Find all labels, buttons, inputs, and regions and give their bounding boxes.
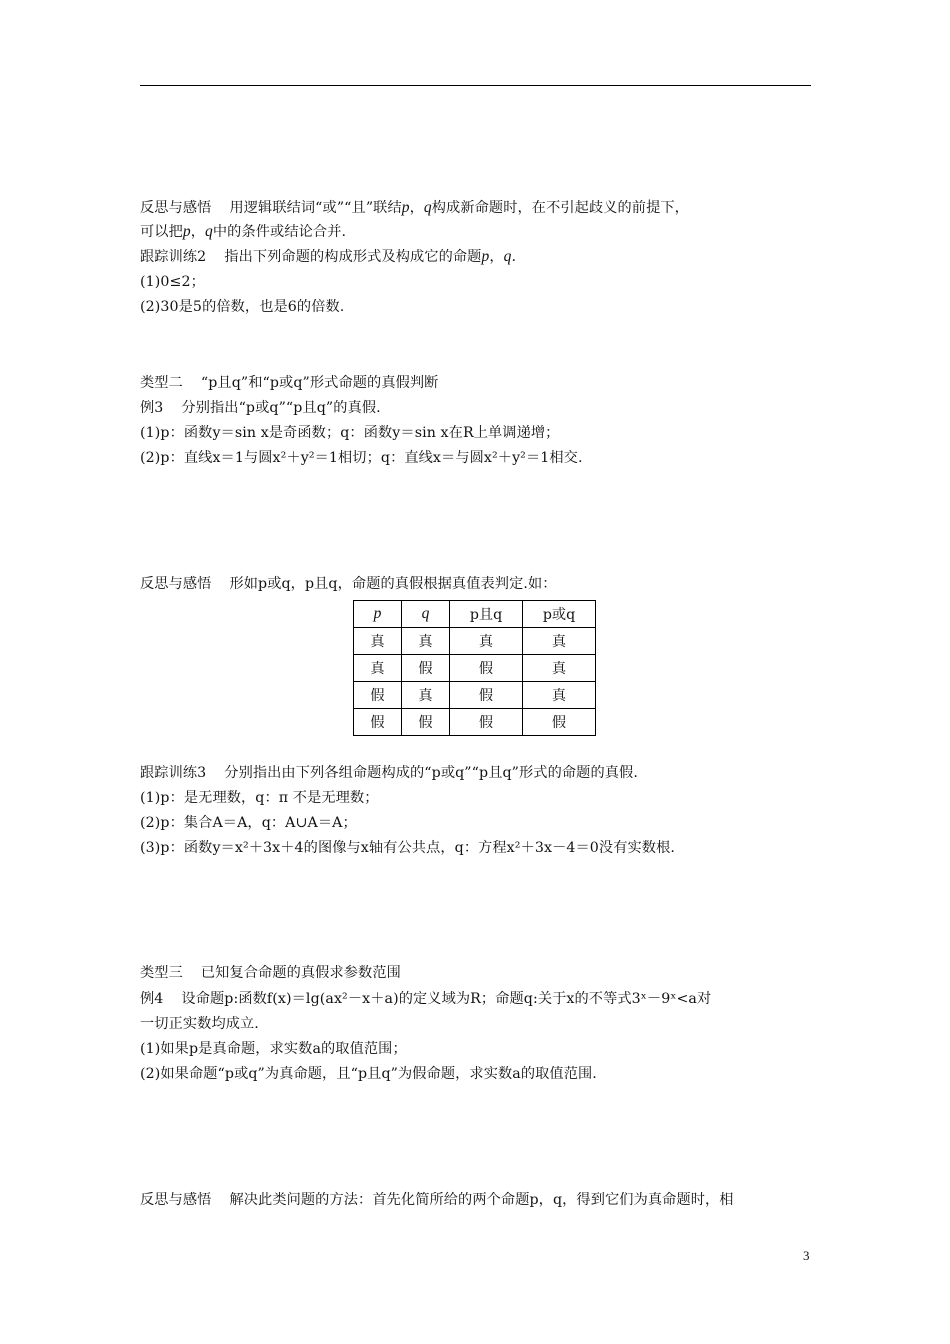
truth-table bbox=[353, 600, 596, 736]
practice-2-title: 跟踪训练2 指出下列命题的构成形式及构成它的命题p，q. bbox=[140, 248, 517, 265]
truth-table-row bbox=[354, 709, 596, 736]
truth-table-cell: 真 bbox=[354, 655, 402, 682]
truth-table-cell: 真 bbox=[523, 655, 596, 682]
truth-table-cell: 假 bbox=[354, 682, 402, 709]
truth-table-cell: 真 bbox=[354, 628, 402, 655]
practice-3-item-1: (1)p：是无理数，q：π 不是无理数； bbox=[140, 790, 379, 806]
truth-table-header-cell: p bbox=[354, 601, 402, 628]
reflection-2-line: 反思与感悟 形如p或q，p且q，命题的真假根据真值表判定.如： bbox=[140, 576, 557, 592]
truth-table-header-row bbox=[354, 601, 596, 628]
page-number: 3 bbox=[803, 1248, 810, 1263]
truth-table-cell: 假 bbox=[402, 709, 450, 736]
truth-table-header-cell: p或q bbox=[523, 601, 596, 628]
truth-table-cell: 假 bbox=[354, 709, 402, 736]
truth-table-row bbox=[354, 682, 596, 709]
header-rule bbox=[140, 85, 811, 86]
reflection-3-line: 反思与感悟 解决此类问题的方法：首先化简所给的两个命题p，q，得到它们为真命题时，相 bbox=[140, 1192, 734, 1208]
practice-3-title: 跟踪训练3 分别指出由下列各组命题构成的“p或q”“p且q”形式的命题的真假. bbox=[140, 765, 638, 781]
truth-table-cell: 真 bbox=[523, 682, 596, 709]
example-4-item-1: (1)如果p是真命题，求实数a的取值范围； bbox=[140, 1041, 407, 1057]
truth-table-row bbox=[354, 655, 596, 682]
truth-table-cell: 真 bbox=[523, 628, 596, 655]
truth-table-cell: 真 bbox=[450, 628, 523, 655]
truth-table-cell: 假 bbox=[450, 709, 523, 736]
example-4-item-2: (2)如果命题“p或q”为真命题，且“p且q”为假命题，求实数a的取值范围. bbox=[140, 1066, 597, 1082]
truth-table-header-cell: q bbox=[402, 601, 450, 628]
example-3-item-2: (2)p：直线x＝1与圆x²＋y²＝1相切；q：直线x＝与圆x²＋y²＝1相交. bbox=[140, 450, 583, 466]
truth-table-header-cell: p且q bbox=[450, 601, 523, 628]
practice-2-item-1: (1)0≤2； bbox=[140, 274, 205, 290]
example-4-line-1: 例4 设命题p:函数f(x)＝lg(ax²－x＋a)的定义域为R；命题q:关于x的不等式3ˣ－9ˣ<a对 bbox=[140, 991, 712, 1007]
practice-2-item-2: (2)30是5的倍数，也是6的倍数. bbox=[140, 299, 345, 315]
truth-table-row bbox=[354, 628, 596, 655]
example-3-title: 例3 分别指出“p或q”“p且q”的真假. bbox=[140, 400, 381, 416]
practice-3-item-2: (2)p：集合A＝A，q：A∪A＝A； bbox=[140, 815, 357, 831]
practice-3-item-3: (3)p：函数y＝x²＋3x＋4的图像与x轴有公共点，q：方程x²＋3x－4＝0没有实数根. bbox=[140, 840, 675, 856]
truth-table-cell: 假 bbox=[523, 709, 596, 736]
reflection-1-line-2: 可以把p，q中的条件或结论合并. bbox=[140, 223, 347, 240]
truth-table-cell: 真 bbox=[402, 682, 450, 709]
type-2-heading: 类型二 “p且q”和“p或q”形式命题的真假判断 bbox=[140, 375, 439, 391]
reflection-1-line-1: 反思与感悟 用逻辑联结词“或”“且”联结p，q构成新命题时，在不引起歧义的前提下， bbox=[140, 199, 689, 216]
truth-table-cell: 假 bbox=[402, 655, 450, 682]
truth-table-cell: 真 bbox=[402, 628, 450, 655]
truth-table-cell: 假 bbox=[450, 655, 523, 682]
truth-table-cell: 假 bbox=[450, 682, 523, 709]
example-3-item-1: (1)p：函数y＝sin x是奇函数；q：函数y＝sin x在R上单调递增； bbox=[140, 425, 560, 441]
type-3-heading: 类型三 已知复合命题的真假求参数范围 bbox=[140, 965, 401, 981]
example-4-line-2: 一切正实数均成立. bbox=[140, 1016, 259, 1032]
